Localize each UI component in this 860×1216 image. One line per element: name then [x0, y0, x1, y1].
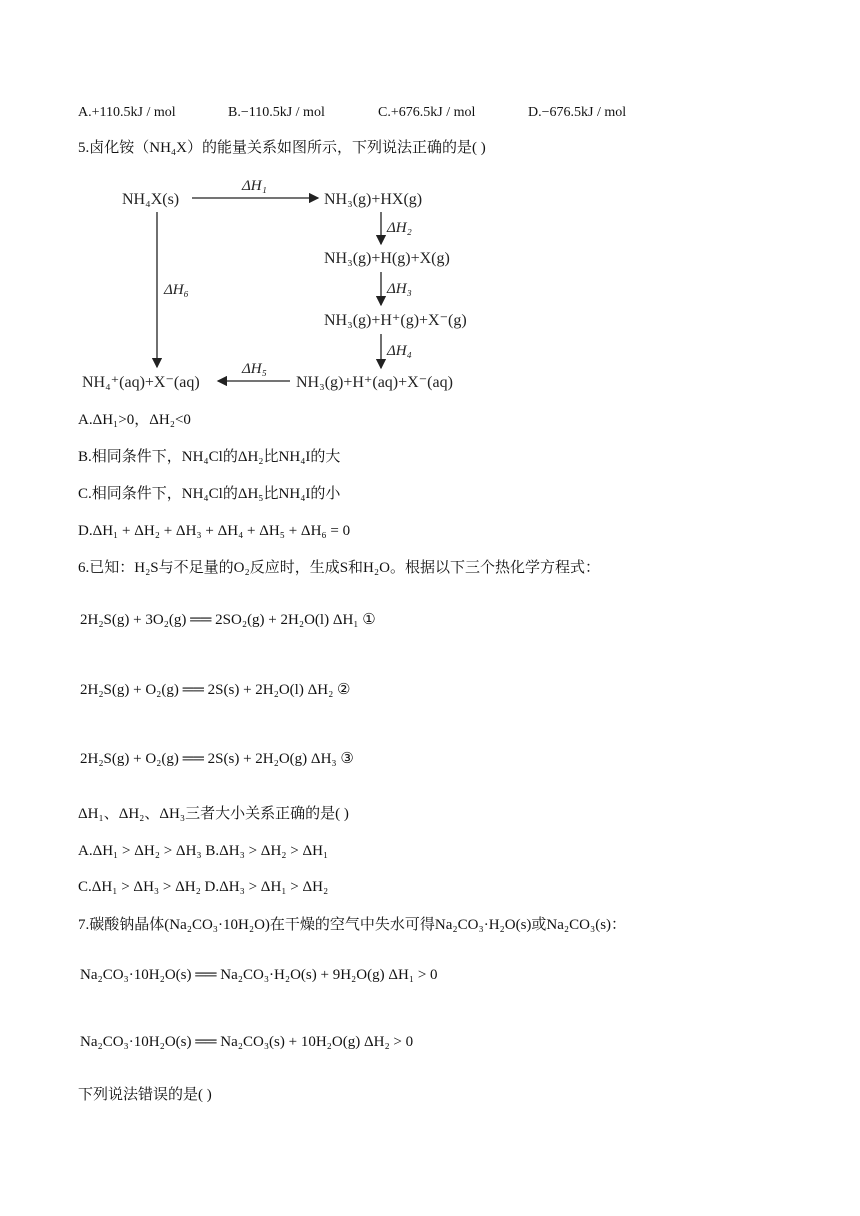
- q4-option-c: [378, 105, 475, 121]
- option-text: −110.5kJ / mol: [240, 105, 325, 120]
- q5-option-c: C.相同条件下，NH₄Cl的ΔH₅比NH₄I的小: [78, 486, 341, 502]
- q5-option-d: D.ΔH₁ + ΔH₂ + ΔH₃ + ΔH₄ + ΔH₅ + ΔH₆ = 0: [78, 523, 351, 539]
- q6-equation-1: 2H₂S(g) + 3O₂(g) ══ 2SO₂(g) + 2H₂O(l) ΔH₁ ①: [80, 612, 376, 628]
- label-dh2: ΔH₂: [387, 220, 412, 236]
- state-1: NH₃(g)+HX(g): [324, 191, 423, 208]
- q4-option-b: [228, 105, 325, 121]
- q4-option-d: [528, 105, 626, 121]
- q6-options-cd: C.ΔH₁ > ΔH₃ > ΔH₂ D.ΔH₃ > ΔH₁ > ΔH₂: [78, 879, 329, 895]
- energy-cycle-diagram: [78, 172, 498, 396]
- q6-options-ab: A.ΔH₁ > ΔH₂ > ΔH₃ B.ΔH₃ > ΔH₂ > ΔH₁: [78, 843, 329, 859]
- q7-question: 下列说法错误的是( ): [78, 1087, 212, 1103]
- option-letter: A.: [78, 105, 92, 120]
- q5-option-a: A.ΔH₁>0，ΔH₂<0: [78, 412, 191, 428]
- q7-equation-2: Na₂CO₃·10H₂O(s) ══ Na₂CO₃(s) + 10H₂O(g) ΔH₂ > 0: [80, 1034, 414, 1050]
- label-dh1: ΔH₁: [242, 178, 267, 194]
- q6-stem: 6.已知：H₂S与不足量的O₂反应时，生成S和H₂O。根据以下三个热化学方程式：: [78, 560, 600, 576]
- q7-equation-1: Na₂CO₃·10H₂O(s) ══ Na₂CO₃·H₂O(s) + 9H₂O(g) ΔH₁ > 0: [80, 967, 438, 983]
- option-letter: D.: [528, 105, 542, 120]
- state-4: NH₃(g)+H⁺(aq)+X⁻(aq): [296, 374, 453, 391]
- label-dh3: ΔH₃: [387, 281, 412, 297]
- state-2: NH₃(g)+H(g)+X(g): [324, 250, 450, 267]
- option-letter: B.: [228, 105, 241, 120]
- option-text: +676.5kJ / mol: [390, 105, 476, 120]
- q6-equation-2: 2H₂S(g) + O₂(g) ══ 2S(s) + 2H₂O(l) ΔH₂ ②: [80, 682, 351, 698]
- q4-option-a: [78, 105, 176, 121]
- option-text: −676.5kJ / mol: [541, 105, 627, 120]
- label-dh5: ΔH₅: [242, 361, 267, 377]
- state-3: NH₃(g)+H⁺(g)+X⁻(g): [324, 312, 467, 329]
- option-text: +110.5kJ / mol: [91, 105, 176, 120]
- state-end: NH₄⁺(aq)+X⁻(aq): [82, 374, 200, 391]
- q5-option-b: B.相同条件下，NH₄Cl的ΔH₂比NH₄I的大: [78, 449, 341, 465]
- option-letter: C.: [378, 105, 391, 120]
- q6-equation-3: 2H₂S(g) + O₂(g) ══ 2S(s) + 2H₂O(g) ΔH₃ ③: [80, 751, 354, 767]
- label-dh6: ΔH₆: [164, 282, 189, 298]
- q5-stem: 5.卤化铵（NH₄X）的能量关系如图所示，下列说法正确的是( ): [78, 140, 486, 156]
- label-dh4: ΔH₄: [387, 343, 412, 359]
- q7-stem: 7.碳酸钠晶体(Na₂CO₃·10H₂O)在干燥的空气中失水可得Na₂CO₃·H₂O(s)或Na₂CO₃(s)：: [78, 917, 627, 933]
- state-start: NH₄X(s): [122, 191, 180, 208]
- q6-question: ΔH₁、ΔH₂、ΔH₃三者大小关系正确的是( ): [78, 806, 349, 822]
